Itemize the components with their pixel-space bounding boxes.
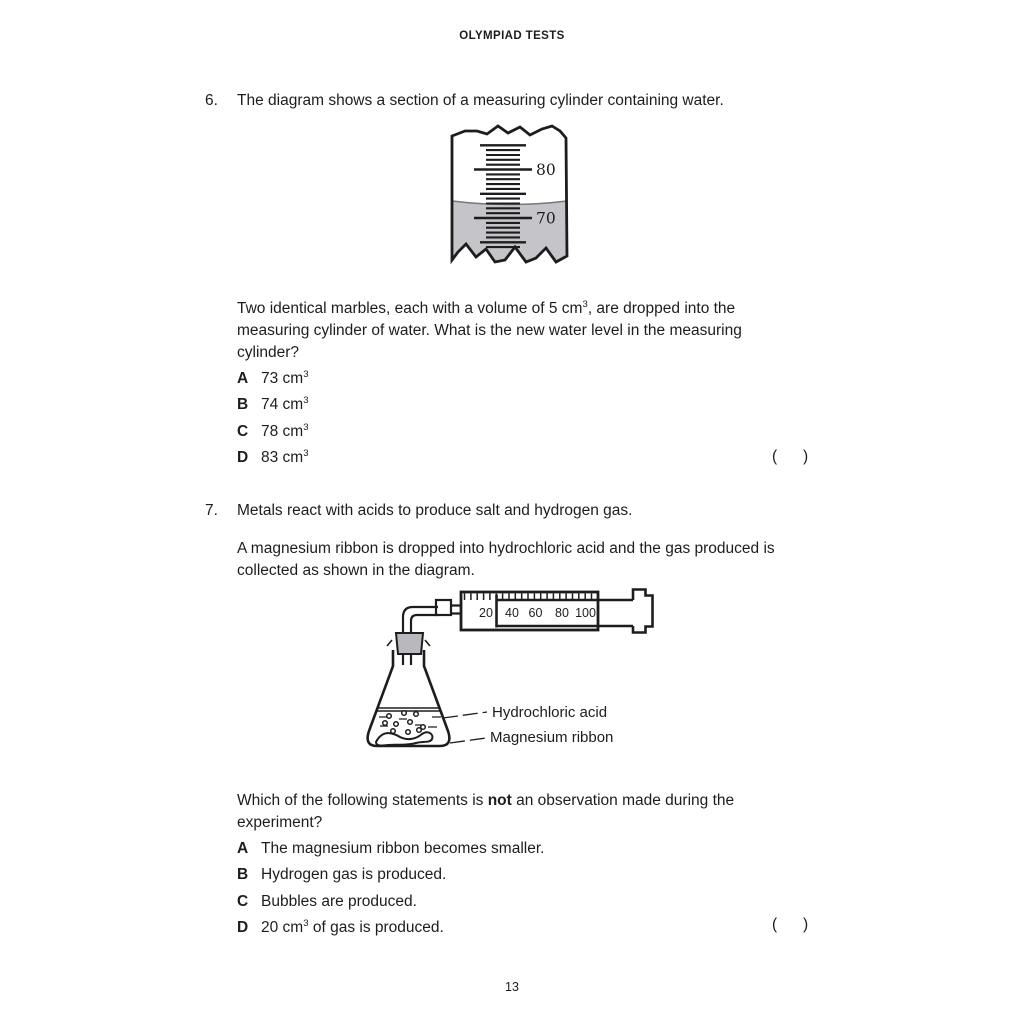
question-7 [205,500,825,521]
syringe-scale-80: 80 [555,606,569,620]
measuring-cylinder-diagram [440,118,580,268]
option-letter: C [237,892,249,910]
ribbon-label: Magnesium ribbon [490,729,614,746]
option-text: Hydrogen gas is produced. [261,866,447,884]
syringe-scale-60: 60 [528,606,543,620]
question-7-number: 7. [205,502,218,519]
gas-collection-diagram [360,580,680,765]
option-letter: B [237,866,249,884]
flask-stopper [396,633,423,654]
answer-bracket-q7: ( ) [772,916,809,933]
syringe-plunger-handle [633,590,653,633]
question-7-options [237,838,777,943]
syringe-scale-20: 20 [479,606,493,620]
scale-label-70: 70 [536,209,556,228]
tube-connector [436,600,451,615]
magnesium-ribbon-shape [376,732,432,745]
option-text: 73 $cm^3$ [261,368,309,387]
scale-label-80: 80 [536,161,556,179]
scale-ticks-short [486,150,520,247]
syringe-scale-40: 40 [505,606,519,620]
page-header: OLYMPIAD TESTS [459,30,565,42]
acid-label: Hydrochloric acid [492,704,608,721]
option-text: 20 $cm^3$ of gas is produced. [261,917,444,936]
question-6-options [237,368,777,473]
option-letter: C [237,422,249,440]
question-7-body: A magnesium ribbon is dropped into hydrochloric acid and the gas produced is collected as shown in the diagram. [237,540,775,579]
page-number: 13 [505,980,519,994]
option-letter: B [237,396,249,414]
option-row [237,917,777,943]
syringe-scale-100: 100 [575,606,596,620]
option-letter: A [237,370,249,387]
option-text: 78 $cm^3$ [261,421,309,440]
option-text: 83 $cm^3$ [261,447,309,466]
option-text: 74 $cm^3$ [261,395,309,414]
acid-surface [377,708,440,711]
option-row [237,394,777,420]
option-letter: D [237,918,249,936]
question-6-stem: The diagram shows a section of a measuring cylinder containing water. [237,92,724,109]
question-7-question: Which of the following statements is not an observation made during the experiment? [237,792,735,831]
answer-bracket-q6: ( ) [772,448,809,465]
syringe-tick-marks [465,594,592,601]
question-6-body: Two identical marbles, each with a volume of 5 $cm^3$, are dropped into the measuring cylinder of water. What is the new water level in the measuring cylinder? [237,298,742,361]
option-letter: A [237,840,249,857]
syringe-nozzle [451,606,461,614]
option-text: The magnesium ribbon becomes smaller. [261,840,545,857]
option-row [237,447,777,473]
option-row [237,368,777,394]
acid-leader-line [443,712,487,718]
question-7-stem: Metals react with acids to produce salt and hydrogen gas. [237,502,633,519]
option-row [237,838,777,864]
option-row [237,891,777,917]
question-6 [205,90,825,111]
option-letter: D [237,448,249,466]
question-6-number: 6. [205,92,218,109]
option-text: Bubbles are produced. [261,892,417,910]
bubbles [383,711,426,735]
ribbon-leader-line [450,738,486,743]
option-row [237,864,777,890]
option-row [237,421,777,447]
